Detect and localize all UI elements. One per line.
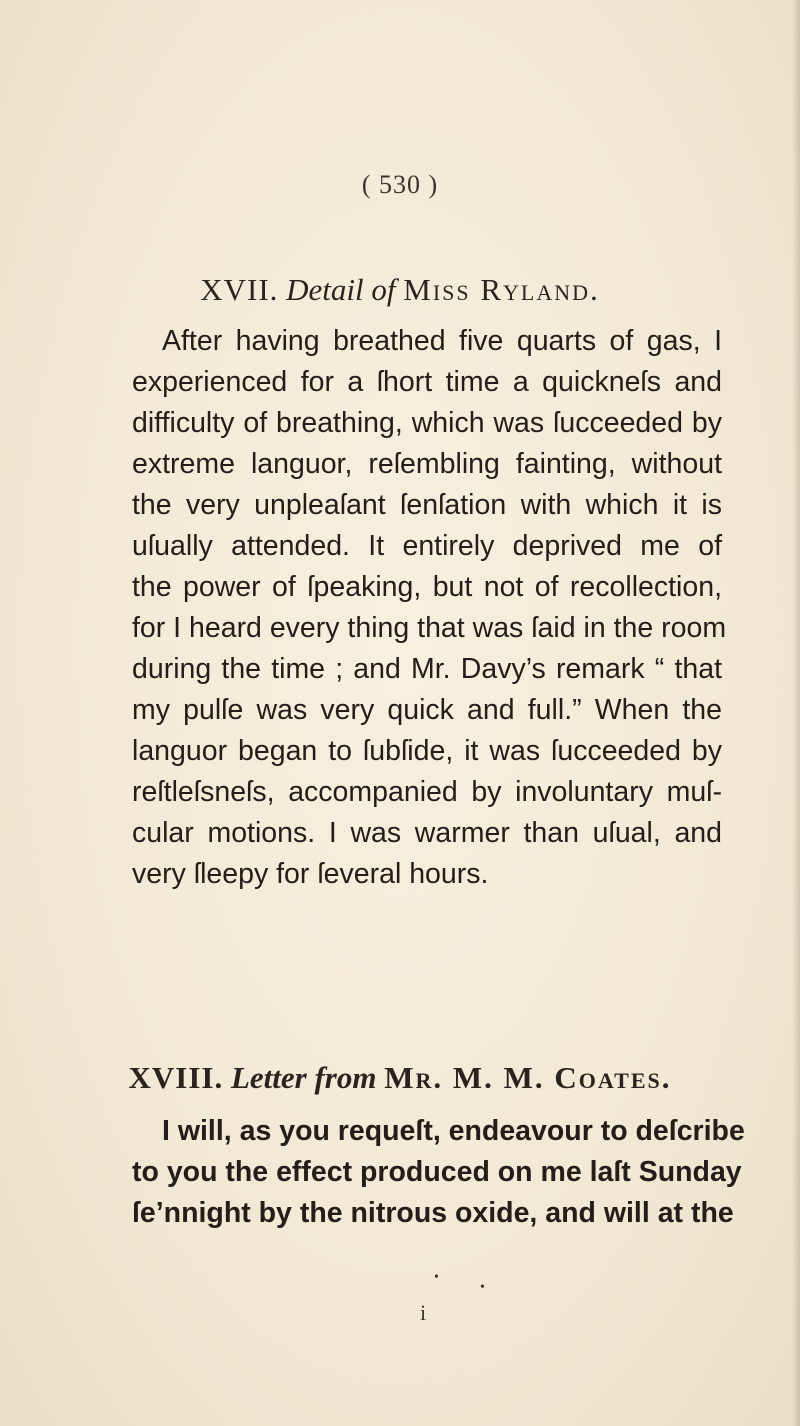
heading-name: Miss Ryland. — [403, 272, 600, 307]
heading-italic: Letter from — [230, 1060, 377, 1095]
section-heading-xvii — [0, 272, 800, 308]
paragraph-ryland — [132, 321, 727, 895]
text-line: very ſleepy for ſeveral hours. — [132, 858, 489, 890]
ink-speck: • — [480, 1280, 485, 1295]
text-line: ſe’nnight by the nitrous oxide, and will at the — [132, 1197, 734, 1229]
heading-numeral: XVII. — [200, 272, 279, 307]
page-number: ( 530 ) — [361, 170, 439, 199]
text-line: languor began to ſubſide, it was ſucceeded by — [132, 735, 722, 767]
text-line: my pulſe was very quick and full.” When the — [132, 694, 722, 726]
heading-numeral: XVIII. — [128, 1060, 224, 1095]
ink-speck: • — [434, 1270, 439, 1285]
page-edge-shadow — [792, 0, 800, 1426]
text-line: uſually attended. It entirely deprived me of — [132, 530, 722, 562]
text-line: After having breathed five quarts of gas, I — [162, 325, 722, 357]
text-line: cular motions. I was warmer than uſual, and — [132, 817, 722, 849]
text-line: the very unpleaſant ſenſation with which it is — [132, 489, 722, 521]
stray-mark: i — [420, 1300, 427, 1325]
heading-italic: Detail of — [286, 272, 396, 307]
section-heading-xviii — [0, 1060, 800, 1096]
text-line: I will, as you requeſt, endeavour to deſcribe — [162, 1115, 745, 1147]
text-line: the power of ſpeaking, but not of recollection, — [132, 571, 722, 603]
text-line: for I heard every thing that was ſaid in the room — [132, 612, 727, 644]
text-line: difficulty of breathing, which was ſucceeded by — [132, 407, 722, 439]
text-line: extreme languor, reſembling fainting, without — [132, 448, 722, 480]
text-line: to you the effect produced on me laſt Sunday — [132, 1156, 742, 1188]
text-line: during the time ; and Mr. Davy’s remark “ that — [132, 653, 722, 685]
text-line: reſtleſsneſs, accompanied by involuntary muſ- — [132, 776, 722, 808]
text-line: experienced for a ſhort time a quickneſs and — [132, 366, 722, 398]
paragraph-coates — [132, 1111, 745, 1234]
heading-name: Mr. M. M. Coates. — [384, 1060, 672, 1095]
